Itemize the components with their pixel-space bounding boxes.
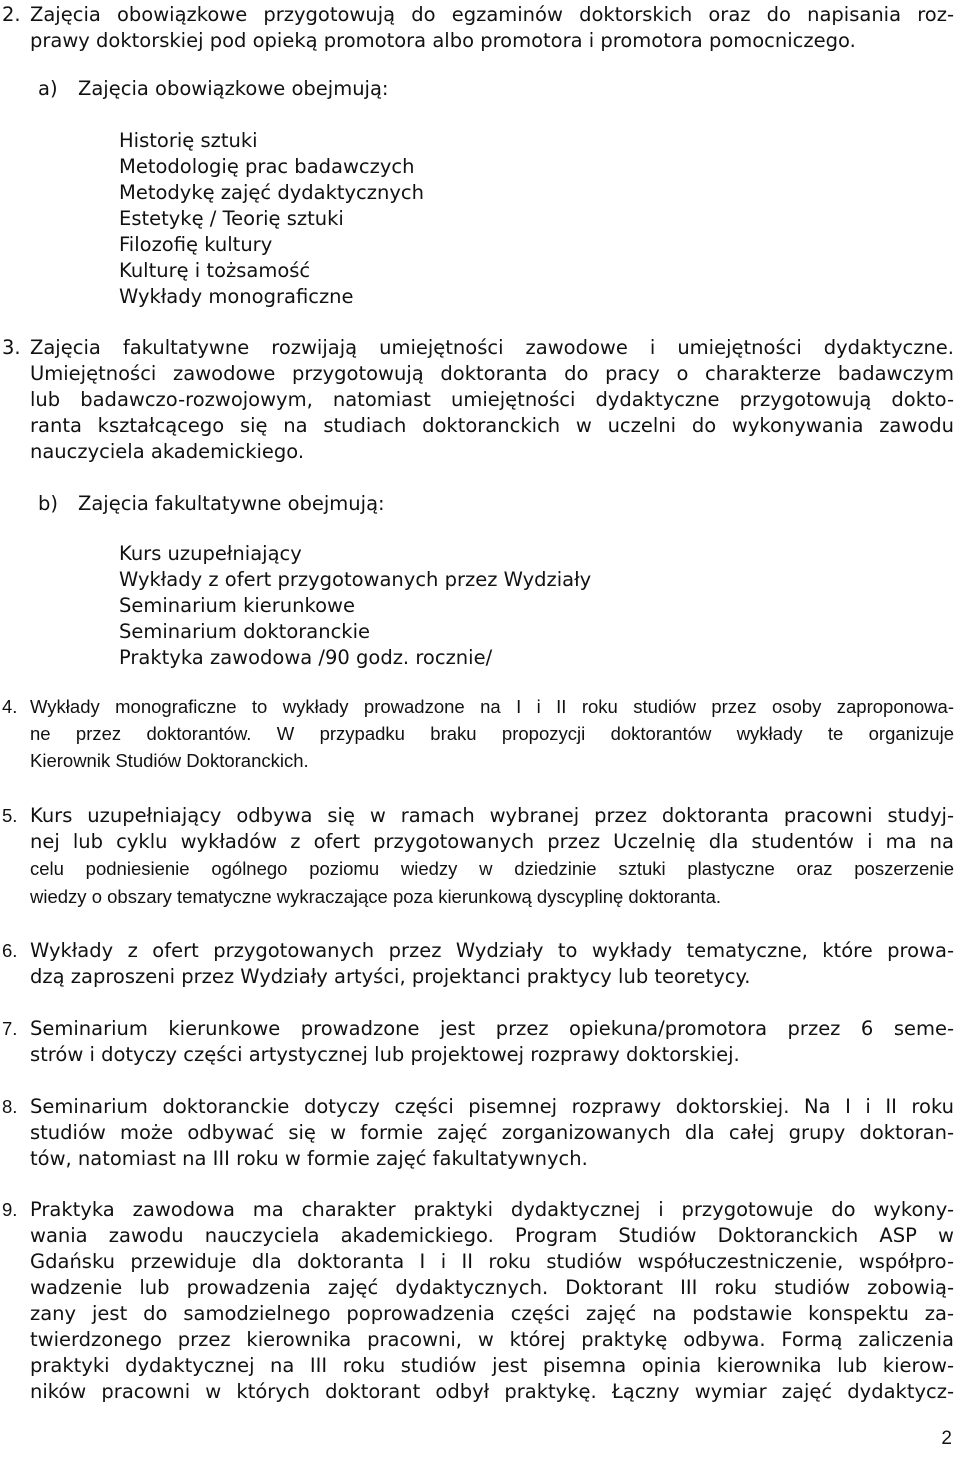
list-label: a) [38, 77, 58, 100]
list-item: Seminarium kierunkowe [119, 594, 355, 617]
paragraph-line: Umiejętności zawodowe przygotowują doktoranta do pracy o charakterze badawczym [30, 362, 954, 385]
paragraph-line: Kierownik Studiów Doktoranckich. [30, 750, 309, 771]
list-item: Wykłady z ofert przygotowanych przez Wydziały [119, 568, 592, 591]
list-item: Kulturę i tożsamość [119, 259, 311, 282]
list-item: Praktyka zawodowa /90 godz. rocznie/ [119, 646, 493, 669]
paragraph-line: studiów może odbywać się w formie zajęć zorganizowanych dla całej grupy doktoran- [30, 1121, 954, 1144]
paragraph-line: strów i dotyczy części artystycznej lub projektowej rozprawy doktorskiej. [30, 1043, 740, 1066]
paragraph-line: nauczyciela akademickiego. [30, 440, 305, 463]
paragraph-line: Wykłady monograficzne to wykłady prowadzone na I i II roku studiów przez osoby zaproponowa- [30, 696, 954, 717]
list-item: Historię sztuki [119, 129, 258, 152]
page-number: 2 [941, 1428, 952, 1449]
paragraph-number: 7. [2, 1018, 18, 1039]
paragraph-line: prawy doktorskiej pod opieką promotora albo promotora i promotora pomocniczego. [30, 29, 856, 52]
paragraph-line: lub badawczo-rozwojowym, natomiast umiejętności dydaktyczne przygotowują dokto- [30, 388, 954, 411]
list-heading: Zajęcia fakultatywne obejmują: [78, 492, 385, 515]
paragraph-number: 4. [2, 696, 18, 717]
paragraph-line: zany jest do samodzielnego poprowadzenia części zajęć na podstawie konspektu za- [30, 1302, 954, 1325]
paragraph-line: Wykłady z ofert przygotowanych przez Wydziały to wykłady tematyczne, które prowa- [30, 939, 954, 962]
paragraph-line: ranta kształcącego się na studiach doktoranckich w uczelni do wykonywania zawodu [30, 414, 954, 437]
paragraph-line: wiedzy o obszary tematyczne wykraczające poza kierunkową dyscyplinę doktoranta. [30, 886, 721, 907]
paragraph-line: ników pracowni w których doktorant odbył praktykę. Łączny wymiar zajęć dydaktycz- [30, 1380, 954, 1403]
paragraph-line: wania zawodu nauczyciela akademickiego. Program Studiów Doktoranckich ASP w [30, 1224, 954, 1247]
paragraph-number: 5. [2, 805, 18, 826]
list-item: Metodykę zajęć dydaktycznych [119, 181, 424, 204]
paragraph-number: 6. [2, 940, 18, 961]
list-item: Estetykę / Teorię sztuki [119, 207, 344, 230]
paragraph-line: tów, natomiast na III roku w formie zajęć fakultatywnych. [30, 1147, 588, 1170]
paragraph-line: Gdańsku przewiduje dla doktoranta I i II roku studiów współuczestniczenie, współpro- [30, 1250, 954, 1273]
paragraph-line: dzą zaproszeni przez Wydziały artyści, projektanci praktycy lub teoretycy. [30, 965, 751, 988]
paragraph-line: Zajęcia fakultatywne rozwijają umiejętności zawodowe i umiejętności dydaktyczne. [30, 336, 954, 359]
paragraph-line: Kurs uzupełniający odbywa się w ramach wybranej przez doktoranta pracowni studyj- [30, 804, 954, 827]
paragraph-line: Seminarium kierunkowe prowadzone jest przez opiekuna/promotora przez 6 seme- [30, 1017, 954, 1040]
list-label: b) [38, 492, 58, 515]
paragraph-number: 3. [2, 336, 21, 359]
list-item: Kurs uzupełniający [119, 542, 302, 565]
paragraph-line: nej lub cyklu wykładów z ofert przygotowanych przez Uczelnię dla studentów i ma na [30, 830, 954, 853]
paragraph-number: 9. [2, 1199, 18, 1220]
paragraph-number: 8. [2, 1096, 18, 1117]
paragraph-line: ne przez doktorantów. W przypadku braku propozycji doktorantów wykłady te organizuje [30, 723, 954, 744]
list-item: Metodologię prac badawczych [119, 155, 415, 178]
list-item: Seminarium doktoranckie [119, 620, 371, 643]
paragraph-line: twierdzonego przez kierownika pracowni, w której praktykę odbywa. Formą zaliczenia [30, 1328, 954, 1351]
paragraph-line: celu podniesienie ogólnego poziomu wiedzy w dziedzinie sztuki plastyczne oraz poszerzenie [30, 858, 954, 879]
paragraph-line: Praktyka zawodowa ma charakter praktyki dydaktycznej i przygotowuje do wykony- [30, 1198, 954, 1221]
paragraph-line: Zajęcia obowiązkowe przygotowują do egzaminów doktorskich oraz do napisania roz- [30, 3, 954, 26]
list-heading: Zajęcia obowiązkowe obejmują: [78, 77, 389, 100]
paragraph-number: 2. [2, 3, 21, 26]
paragraph-line: wadzenie lub prowadzenia zajęć dydaktycznych. Doktorant III roku studiów zobowią- [30, 1276, 954, 1299]
paragraph-line: praktyki dydaktycznej na III roku studiów jest pisemna opinia kierownika lub kierow- [30, 1354, 954, 1377]
paragraph-line: Seminarium doktoranckie dotyczy części pisemnej rozprawy doktorskiej. Na I i II roku [30, 1095, 954, 1118]
list-item: Filozofię kultury [119, 233, 273, 256]
list-item: Wykłady monograficzne [119, 285, 354, 308]
